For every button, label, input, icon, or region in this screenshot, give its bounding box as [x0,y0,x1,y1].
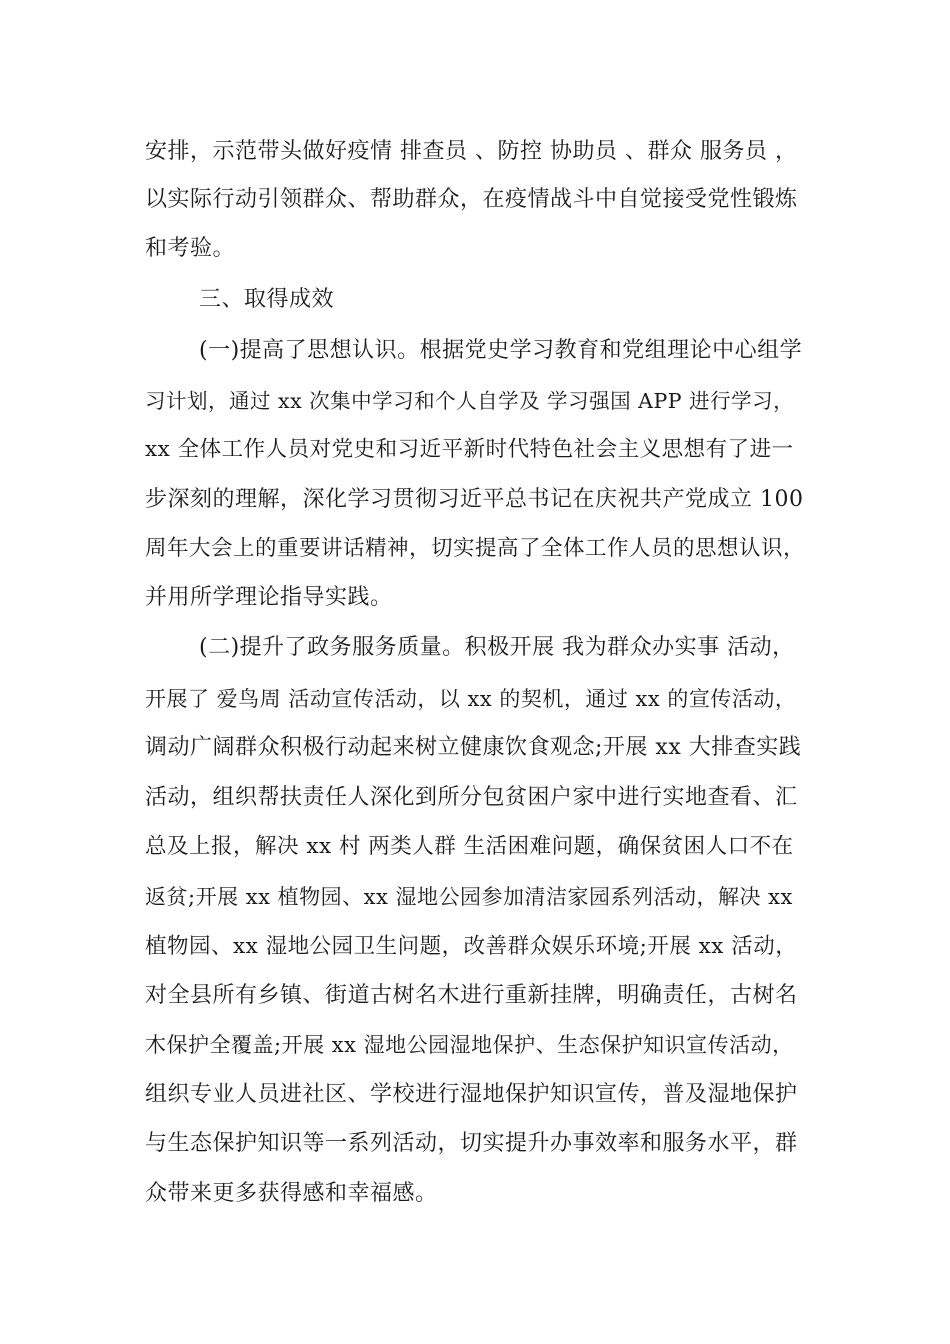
text-line: xx 全体工作人员对党史和习近平新时代特色社会主义思想有了进一 [145,437,794,462]
text-line: 对全县所有乡镇、街道古树名木进行重新挂牌，明确责任，古树名 [145,983,798,1008]
text-line: 众带来更多获得感和幸福感。 [145,1181,438,1206]
text-line: 并用所学理论指导实践。 [145,585,393,610]
text-line: 开展了 爱鸟周 活动宣传活动，以 xx 的契机，通过 xx 的宣传活动， [145,687,797,711]
text-line: 返贫;开展 xx 植物园、xx 湿地公园参加清洁家园系列活动，解决 xx [145,885,793,909]
text-line: 以实际行动引领群众、帮助群众，在疫情战斗中自觉接受党性锻炼 [145,187,798,212]
text-line: 周年大会上的重要讲话精神，切实提高了全体工作人员的思想认识， [145,536,806,561]
text-line: (一)提高了思想认识。根据党史学习教育和党组理论中心组学 [199,338,803,363]
text-line: 习计划，通过 xx 次集中学习和个人自学及 学习强国 APP 进行学习， [145,389,795,413]
text-line: 植物园、xx 湿地公园卫生问题，改善群众娱乐环境;开展 xx 活动， [145,934,798,959]
text-line: (二)提升了政务服务质量。积极开展 我为群众办实事 活动， [199,635,795,660]
text-line: 步深刻的理解，深化学习贯彻习近平总书记在庆祝共产党成立 100 [145,487,804,512]
text-line: 木保护全覆盖;开展 xx 湿地公园湿地保护、生态保护知识宣传活动， [145,1033,794,1057]
text-line: 组织专业人员进社区、学校进行湿地保护知识宣传，普及湿地保护 [145,1082,798,1107]
text-line: 与生态保护知识等一系列活动，切实提升办事效率和服务水平，群 [145,1131,798,1156]
text-line: 调动广阔群众积极行动起来树立健康饮食观念;开展 xx 大排查实践 [145,735,802,760]
section-heading: 三、取得成效 [199,287,335,312]
text-line: 总及上报，解决 xx 村 两类人群 生活困难问题，确保贫困人口不在 [145,834,794,859]
text-line: 活动，组织帮扶责任人深化到所分包贫困户家中进行实地查看、汇 [145,785,798,810]
text-line: 安排，示范带头做好疫情 排查员 、防控 协助员 、群众 服务员 ， [145,139,798,164]
text-line: 和考验。 [145,236,236,261]
